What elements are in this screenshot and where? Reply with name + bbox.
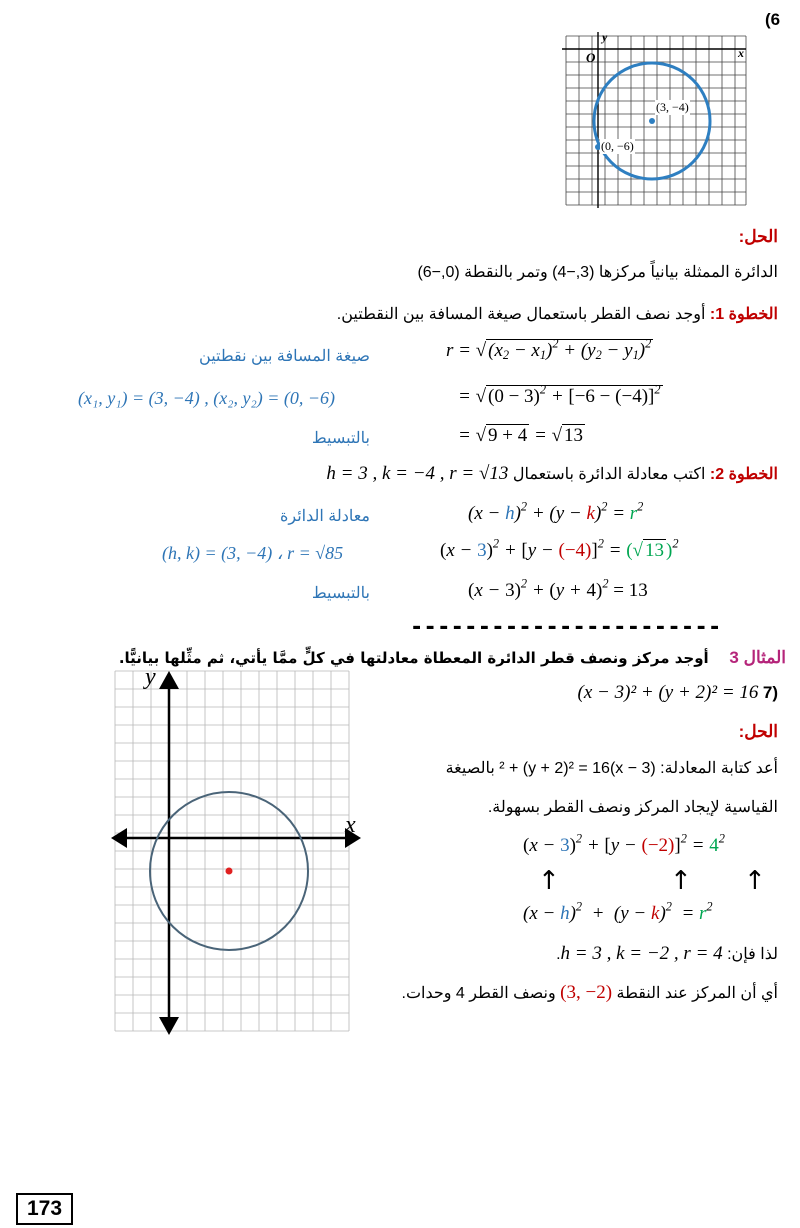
problem7-conclusion: لذا فإن: h = 3 , k = −2 , r = 4. — [556, 943, 778, 964]
graph6-origin-label: O — [586, 50, 596, 65]
step2-values: h = 3 , k = −4 , r = √13 — [326, 463, 509, 484]
graph7-y-label: y — [145, 664, 156, 690]
center-point — [226, 868, 233, 875]
final-point: (3, −2) — [560, 982, 613, 1003]
section-divider: ----------------------- — [410, 615, 722, 640]
circle-graph-7 — [105, 661, 363, 1039]
step2-label: الخطوة 2: — [709, 466, 778, 483]
circle-equation-final: $(x - 3)^2 + (y + 4)^2 = 13$ — [468, 576, 648, 601]
step1-label: الخطوة 1: — [709, 306, 778, 323]
step2-note-3: بالتبسيط — [311, 585, 370, 602]
step2-text: اكتب معادلة الدائرة باستعمال — [512, 466, 706, 483]
intro-text: الدائرة الممثلة بيانياً مركزها (3,−4) وتمر بالنقطة (0,−6) — [417, 264, 778, 281]
problem7-line1: أعد كتابة المعادلة: (x − 3)² + (y + 2)² = 16 بالصيغة — [445, 760, 778, 777]
conclusion-prefix: لذا فإن: — [727, 946, 778, 963]
standard-form-substituted: $(x - 3)^2 + [y - (-2)]^2 = 4^2$ — [523, 831, 725, 856]
y-axis-arrow-up — [159, 671, 179, 689]
problem-number-6: (6 — [765, 10, 781, 29]
solution-label-6: الحل: — [738, 227, 778, 246]
distance-formula: r = √ $(x_2 - x_1)^2 + (y_2 - y_1)^2$ — [446, 336, 652, 363]
page-number: 173 — [16, 1193, 73, 1225]
circle-equation-general: $(x - h)^2 + (y - k)^2 = r^2$ — [468, 499, 644, 524]
center-point — [649, 118, 655, 124]
graph6-center-label: (3, −4) — [656, 100, 689, 114]
up-arrow-r: ↑ — [744, 866, 766, 896]
graph6-point-label: (0, −6) — [601, 139, 634, 153]
problem7-final — [402, 982, 779, 1004]
final-a: أي أن المركز عند النقطة — [616, 985, 778, 1002]
distance-substitution: = √ $(0 - 3)^2 + [-6 - (-4)]^2$ — [458, 382, 661, 407]
example3-label: المثال 3 — [729, 648, 786, 667]
problem7-heading — [578, 682, 778, 704]
step1-note-3: بالتبسيط — [311, 430, 370, 447]
problem7-equation: (x − 3)² + (y + 2)² = 16 — [577, 682, 759, 703]
step1-text: أوجد نصف القطر باستعمال صيغة المسافة بين النقطتين. — [336, 306, 706, 323]
distance-result: = √ 9 + 4 = √ 13 — [458, 425, 583, 446]
up-arrow-h: ↑ — [538, 866, 560, 896]
solution-label-7: الحل: — [738, 722, 778, 741]
example3-prompt: أوجد مركز ونصف قطر الدائرة المعطاة معادلتها في كلٍّ ممَّا يأتي، ثم مثِّلها بيانيًّا. — [118, 649, 709, 667]
conclusion-values: h = 3 , k = −2 , r = 4 — [560, 943, 723, 964]
problem7-line2: القياسية لإيجاد المركز ونصف القطر بسهولة. — [487, 799, 778, 816]
up-arrow-k: ↑ — [670, 866, 692, 896]
circle-equation-substituted: $(x - 3)^2 + [y - (-4)]^2$ = (√ 13 )$^2$ — [440, 536, 679, 561]
grid — [115, 671, 349, 1031]
step1-note-1: صيغة المسافة بين نقطتين — [199, 348, 370, 365]
x-axis-arrow-left — [111, 828, 127, 848]
step2-note-1: معادلة الدائرة — [279, 508, 370, 525]
problem-number-7: (7 — [762, 683, 778, 702]
step1 — [337, 304, 778, 324]
step2 — [326, 463, 778, 485]
step2-note-2: (h, k) = (3, −4) ، r = √85 — [162, 543, 344, 563]
y-axis-arrow-down — [159, 1017, 179, 1035]
step1-note-2: (x₁, y₁) = (3, −4) , (x₂, y₂) = (0, −6) — [78, 388, 336, 408]
graph6-y-label: y — [602, 30, 608, 44]
final-b: ونصف القطر 4 وحدات. — [401, 985, 556, 1002]
graph7-x-label: x — [345, 812, 356, 838]
standard-form-general: $(x - h)^2 + (y - k)^2 = r^2$ — [523, 899, 713, 924]
graph6-x-label: x — [738, 46, 744, 60]
